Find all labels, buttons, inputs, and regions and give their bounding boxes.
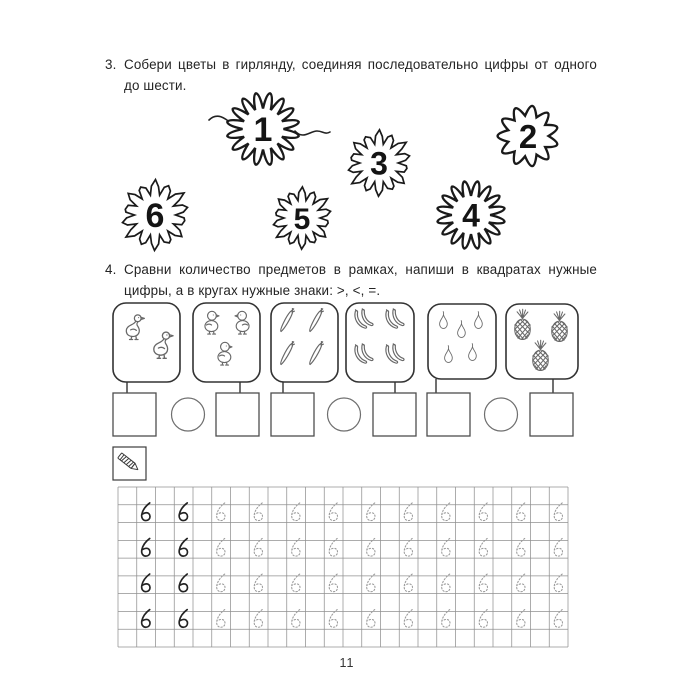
- practice-digit-traced: [217, 610, 225, 628]
- frame-chicks: [193, 303, 260, 393]
- answer-square: [216, 393, 259, 436]
- flower-5: [274, 187, 331, 249]
- flowers-layer: [123, 93, 558, 250]
- practice-digit-solid: [179, 538, 187, 556]
- flower-3: [349, 130, 410, 196]
- practice-digit-solid: [142, 574, 150, 592]
- frame-pineapples: [506, 304, 578, 393]
- practice-digit-traced: [479, 610, 487, 628]
- flower-6: [123, 180, 188, 251]
- practice-digit-traced: [404, 574, 412, 592]
- practice-digit-traced: [442, 503, 450, 521]
- flower-digit: 6: [145, 197, 165, 236]
- practice-digit-traced: [404, 610, 412, 628]
- practice-digit-traced: [217, 503, 225, 521]
- flower-digit: 1: [253, 111, 273, 150]
- practice-digit-traced: [329, 610, 337, 628]
- task4-number: 4.: [105, 262, 117, 277]
- practice-digit-traced: [442, 538, 450, 556]
- frame-bananas: [346, 303, 414, 393]
- practice-grid: [118, 487, 568, 647]
- frame-carrots: [271, 303, 338, 393]
- answer-circle: [328, 398, 361, 431]
- practice-digit-solid: [179, 610, 187, 628]
- answer-square: [271, 393, 314, 436]
- practice-digit-traced: [517, 503, 525, 521]
- practice-digit-traced: [254, 574, 262, 592]
- flower-4: [438, 182, 505, 249]
- practice-digit-traced: [479, 538, 487, 556]
- frame-pears: [428, 304, 496, 393]
- practice-digit-traced: [254, 503, 262, 521]
- practice-digit-traced: [367, 610, 375, 628]
- task4: [105, 260, 597, 302]
- practice-digit-traced: [479, 503, 487, 521]
- pencil-icon: [113, 447, 146, 480]
- practice-digit-traced: [479, 574, 487, 592]
- answer-row-layer: [113, 393, 573, 436]
- practice-digit-traced: [404, 503, 412, 521]
- frame-goslings: [113, 303, 180, 393]
- practice-digit-traced: [329, 538, 337, 556]
- practice-digit-traced: [329, 574, 337, 592]
- practice-digit-traced: [442, 574, 450, 592]
- answer-square: [373, 393, 416, 436]
- practice-digit-traced: [292, 503, 300, 521]
- task3: [105, 55, 597, 97]
- page-number: 11: [339, 656, 355, 670]
- practice-digit-traced: [367, 503, 375, 521]
- practice-digit-traced: [217, 574, 225, 592]
- practice-digit-traced: [517, 610, 525, 628]
- practice-digit-traced: [404, 538, 412, 556]
- practice-digit-traced: [254, 538, 262, 556]
- flower-digit: 2: [518, 117, 538, 155]
- flower-digit: 5: [293, 202, 311, 236]
- practice-digit-traced: [217, 538, 225, 556]
- task3-text: Собери цветы в гирлянду, соединяя последовательно цифры от одного до шести.: [124, 57, 597, 93]
- practice-digit-solid: [142, 610, 150, 628]
- practice-digit-solid: [142, 538, 150, 556]
- practice-digit-solid: [179, 574, 187, 592]
- task4-text: Сравни количество предметов в рамках, напиши в квадратах нужные цифры, а в кругах нужные знаки: >, <, =.: [124, 262, 597, 298]
- practice-digit-traced: [554, 574, 562, 592]
- answer-square: [530, 393, 573, 436]
- practice-digit-traced: [329, 503, 337, 521]
- answer-square: [113, 393, 156, 436]
- practice-digit-solid: [142, 503, 150, 521]
- practice-digit-traced: [554, 503, 562, 521]
- flower-digit: 3: [370, 145, 388, 182]
- practice-digit-traced: [517, 574, 525, 592]
- practice-digit-traced: [367, 538, 375, 556]
- practice-digit-traced: [442, 610, 450, 628]
- answer-circle: [172, 398, 205, 431]
- practice-digit-solid: [179, 503, 187, 521]
- task3-number: 3.: [105, 57, 117, 72]
- flower-2: [498, 106, 558, 166]
- answer-circle: [485, 398, 518, 431]
- practice-digit-traced: [254, 610, 262, 628]
- flower-1: [227, 93, 298, 164]
- item-frames-layer: [113, 303, 578, 393]
- practice-digit-traced: [517, 538, 525, 556]
- answer-square: [427, 393, 470, 436]
- practice-digit-traced: [292, 610, 300, 628]
- practice-digit-traced: [554, 610, 562, 628]
- practice-digit-traced: [292, 538, 300, 556]
- practice-digit-traced: [367, 574, 375, 592]
- flower-digit: 4: [462, 197, 480, 234]
- practice-digit-traced: [292, 574, 300, 592]
- practice-digit-traced: [554, 538, 562, 556]
